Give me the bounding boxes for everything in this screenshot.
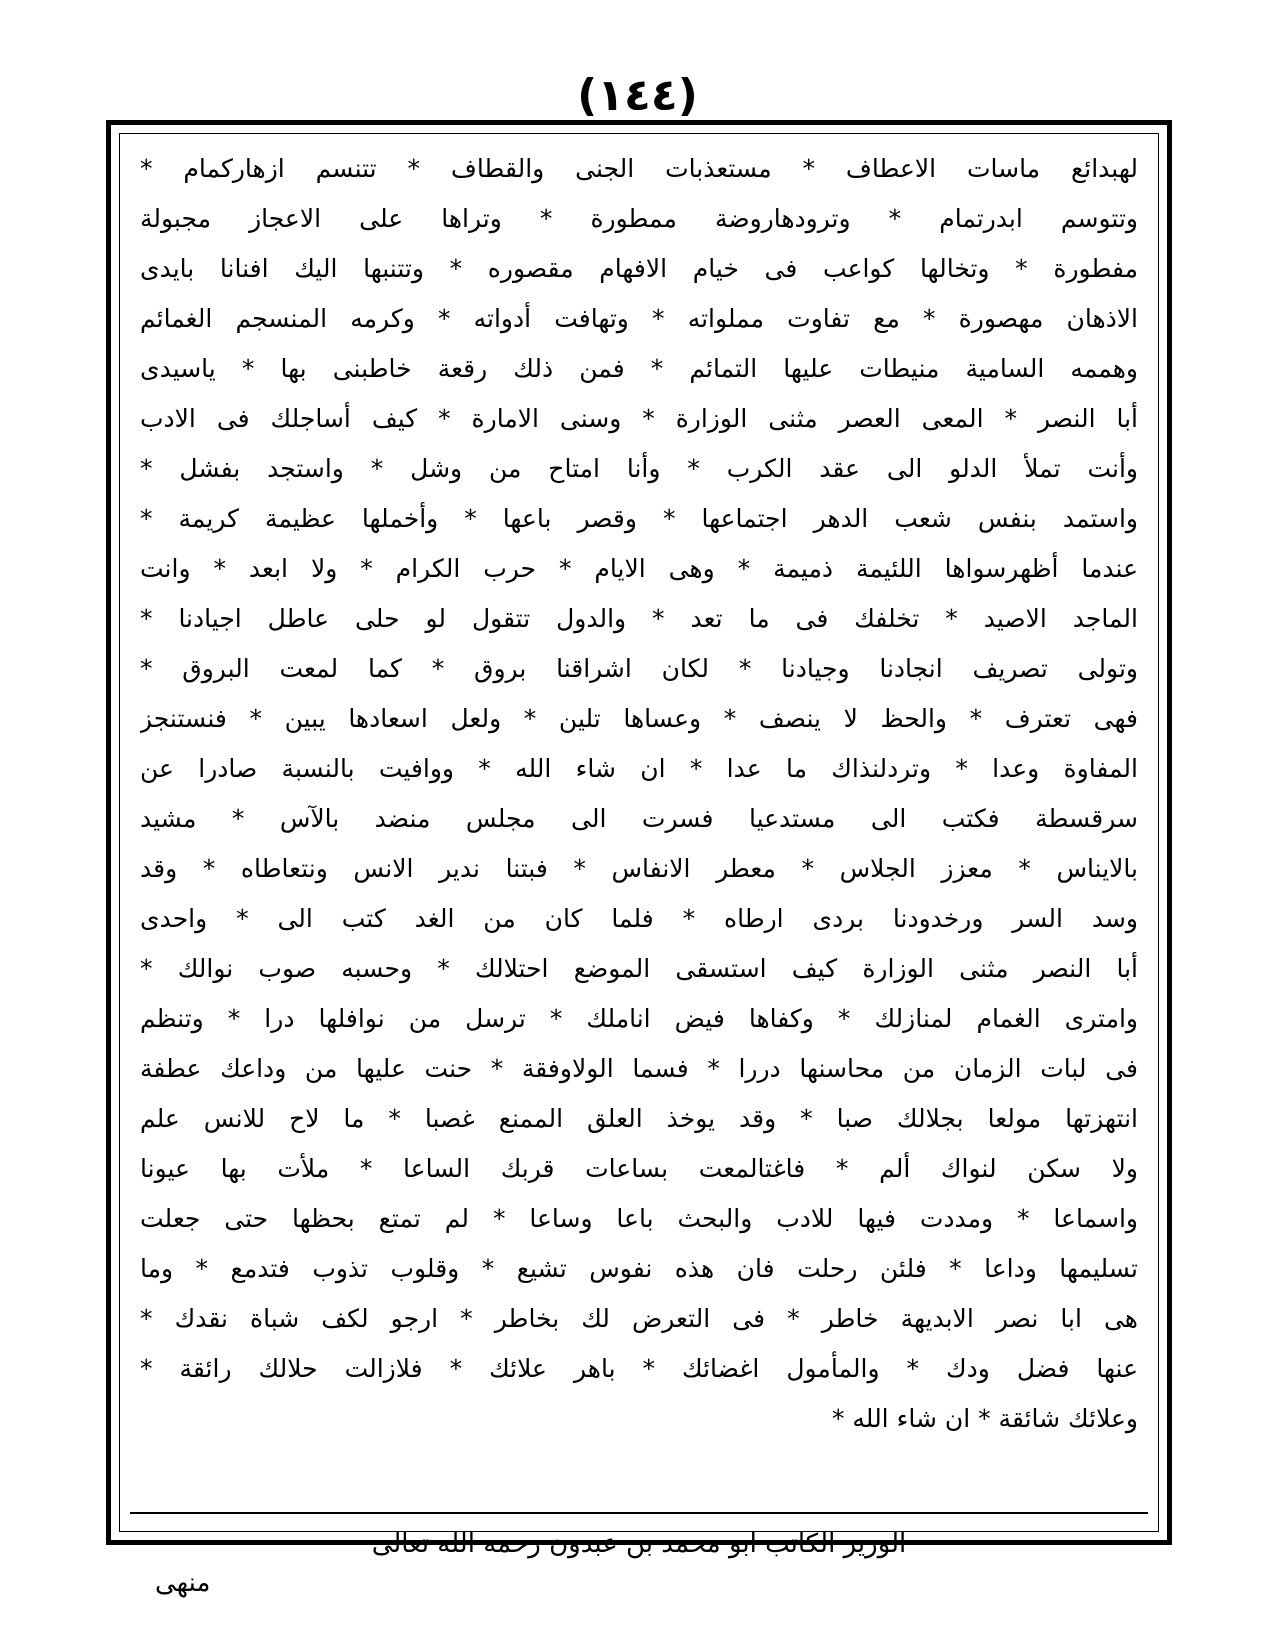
section-divider <box>130 1512 1148 1514</box>
text-line: الماجد الاصيد * تخلفك فى ما تعد * والدول تتقول لو حلى عاطل اجيادنا * <box>140 604 1138 633</box>
inner-frame <box>119 133 1159 1559</box>
text-line: تسليمها وداعا * فلئن رحلت فان هذه نفوس تشيع * وقلوب تذوب فتدمع * وما <box>140 1254 1138 1283</box>
text-line: عندما أظهرسواها اللئيمة ذميمة * وهى الايام * حرب الكرام * ولا ابعد * وانت <box>140 554 1138 583</box>
text-line: عنها فضل ودك * والمأمول اغضائك * باهر علائك * فلازالت حلالك رائقة * <box>140 1354 1138 1383</box>
text-line: واستمد بنفس شعب الدهر اجتماعها * وقصر باعها * وأخملها عظيمة كريمة * <box>140 504 1138 533</box>
text-line: المفاوة وعدا * وتردلنذاك ما عدا * ان شاء الله * ووافيت بالنسبة صادرا عن <box>140 754 1138 783</box>
text-line: وتولى تصريف انجادنا وجيادنا * لكان اشراقنا بروق * كما لمعت البروق * <box>140 654 1138 683</box>
text-line: وأنت تملأ الدلو الى عقد الكرب * وأنا امتاح من وشل * واستجد بفشل * <box>140 454 1138 483</box>
text-line: ولا سكن لنواك ألم * فاغتالمعت بساعات قربك الساعا * ملأت بها عيونا <box>140 1154 1138 1183</box>
page-frame <box>106 120 1172 1559</box>
text-line: أبا النصر * المعى العصر مثنى الوزارة * وسنى الامارة * كيف أساجلك فى الادب <box>140 404 1138 433</box>
text-line: انتهزتها مولعا بجلالك صبا * وقد يوخذ العلق الممنع غصبا * ما لاح للانس علم <box>140 1104 1138 1133</box>
section-heading: الوزير الكاتب ابو محمد بن عبدون رحمه الله تعالى <box>371 1529 907 1559</box>
body-text <box>140 144 1138 1444</box>
text-line: أبا النصر مثنى الوزارة كيف استسقى الموضع احتلالك * وحسبه صوب نوالك * <box>140 954 1138 983</box>
text-line: وعلائك شائقة * ان شاء الله * <box>831 1404 1138 1433</box>
catchword: منهى <box>155 1568 211 1598</box>
text-line: فهى تعترف * والحظ لا ينصف * وعساها تلين * ولعل اسعادها يبين * فنستنجز <box>140 704 1138 733</box>
text-line: وامترى الغمام لمنازلك * وكفاها فيض اناملك * ترسل من نوافلها درا * وتنظم <box>140 1004 1138 1033</box>
text-line: واسماعا * ومددت فيها للادب والبحث باعا وساعا * لم تمتع بحظها حتى جعلت <box>140 1204 1138 1233</box>
page-number: (١٤٤) <box>577 70 698 121</box>
text-line: مفطورة * وتخالها كواعب فى خيام الافهام مقصوره * وتتنبها اليك افنانا بايدى <box>140 254 1138 283</box>
text-line: بالايناس * معزز الجلاس * معطر الانفاس * فبتنا ندير الانس ونتعاطاه * وقد <box>140 854 1138 883</box>
text-line: سرقسطة فكتب الى مستدعيا فسرت الى مجلس منضد بالآس * مشيد <box>140 804 1138 833</box>
text-line: لهبدائع ماسات الاعطاف * مستعذبات الجنى والقطاف * تتنسم ازهاركمام * <box>140 154 1138 183</box>
text-line: فى لبات الزمان من محاسنها دررا * فسما الولاوفقة * حنت عليها من وداعك عطفة <box>140 1054 1138 1083</box>
text-line: وتتوسم ابدرتمام * وترودهاروضة ممطورة * وتراها على الاعجاز مجبولة <box>140 204 1138 233</box>
text-line: هى ابا نصر الابديهة خاطر * فى التعرض لك بخاطر * ارجو لكف شباة نقدك * <box>140 1304 1138 1333</box>
text-line: وسد السر ورخدودنا بردى ارطاه * فلما كان من الغد كتب الى * واحدى <box>140 904 1138 933</box>
text-line: الاذهان مهصورة * مع تفاوت مملواته * وتهافت أدواته * وكرمه المنسجم الغمائم <box>140 304 1138 333</box>
text-line: وهممه السامية منيطات عليها التمائم * فمن ذلك رقعة خاطبنى بها * ياسيدى <box>140 354 1138 383</box>
